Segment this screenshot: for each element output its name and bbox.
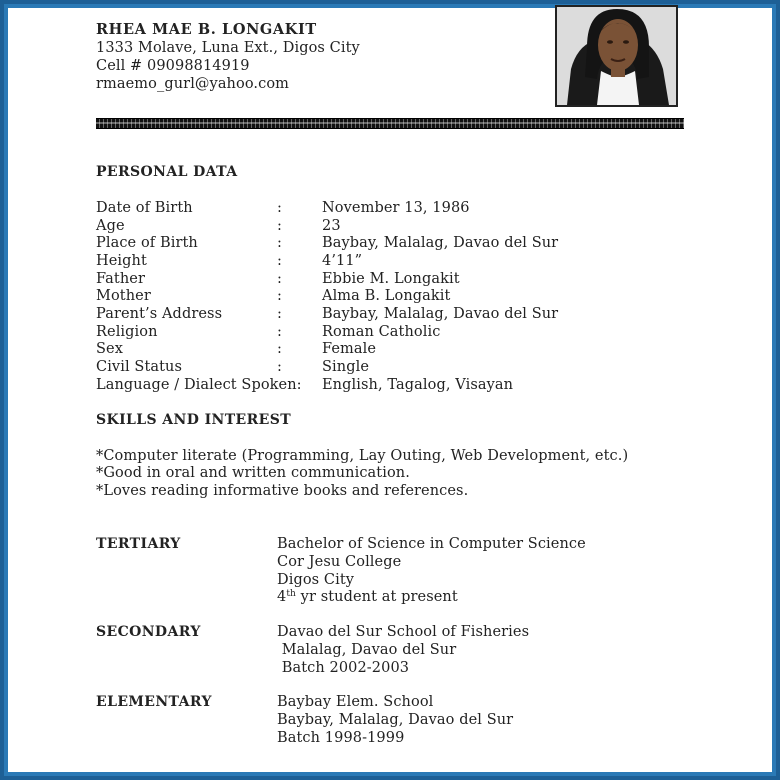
applicant-photo	[555, 5, 678, 107]
elementary-line: Baybay, Malalag, Davao del Sur	[277, 712, 514, 728]
secondary-heading: SECONDARY	[96, 624, 201, 640]
row-value: 23	[322, 218, 341, 234]
row-label: Mother	[96, 288, 151, 304]
skill-item: *Computer literate (Programming, Lay Outing, Web Development, etc.)	[96, 448, 629, 464]
elementary-line: Batch 1998-1999	[277, 730, 405, 746]
row-label: Language / Dialect Spoken:	[96, 377, 302, 393]
row-label: Civil Status	[96, 359, 183, 375]
year-suffix: th	[286, 589, 296, 599]
row-label: Height	[96, 253, 147, 269]
tertiary-line: Cor Jesu College	[277, 554, 402, 570]
secondary-line: Batch 2002-2003	[277, 660, 410, 676]
row-separator: :	[277, 235, 282, 251]
row-value: Alma B. Longakit	[322, 288, 451, 304]
row-separator: :	[277, 218, 282, 234]
row-value: Baybay, Malalag, Davao del Sur	[322, 306, 559, 322]
row-separator: :	[277, 253, 282, 269]
row-value: Female	[322, 341, 377, 357]
portrait-image	[557, 7, 676, 105]
tertiary-year-line	[277, 589, 458, 606]
row-label: Religion	[96, 324, 158, 340]
row-label: Place of Birth	[96, 235, 198, 251]
row-label: Date of Birth	[96, 200, 193, 216]
row-label: Sex	[96, 341, 123, 357]
elementary-line: Baybay Elem. School	[277, 694, 434, 710]
applicant-cell: Cell # 09098814919	[96, 58, 250, 74]
row-value: Single	[322, 359, 370, 375]
secondary-line: Malalag, Davao del Sur	[277, 642, 457, 658]
row-value: Ebbie M. Longakit	[322, 271, 460, 287]
row-value: English, Tagalog, Visayan	[322, 377, 514, 393]
secondary-line: Davao del Sur School of Fisheries	[277, 624, 530, 640]
row-label: Age	[96, 218, 125, 234]
row-value: Baybay, Malalag, Davao del Sur	[322, 235, 559, 251]
skill-item: *Loves reading informative books and references.	[96, 483, 469, 499]
row-separator: :	[277, 271, 282, 287]
row-separator: :	[277, 200, 282, 216]
applicant-address: 1333 Molave, Luna Ext., Digos City	[96, 40, 360, 56]
year-number: 4	[277, 589, 287, 605]
tertiary-line: Bachelor of Science in Computer Science	[277, 536, 586, 552]
tertiary-line: Digos City	[277, 572, 355, 588]
row-value: November 13, 1986	[322, 200, 470, 216]
elementary-heading: ELEMENTARY	[96, 694, 212, 710]
row-separator: :	[277, 306, 282, 322]
row-value: Roman Catholic	[322, 324, 441, 340]
applicant-name: RHEA MAE B. LONGAKIT	[96, 21, 317, 38]
personal-data-heading: PERSONAL DATA	[96, 164, 238, 180]
row-label: Parent’s Address	[96, 306, 223, 322]
row-separator: :	[277, 288, 282, 304]
applicant-email: rmaemo_gurl@yahoo.com	[96, 76, 290, 92]
row-label: Father	[96, 271, 145, 287]
row-separator: :	[277, 359, 282, 375]
year-text: yr student at present	[295, 589, 458, 605]
skills-heading: SKILLS AND INTEREST	[96, 412, 292, 428]
skill-item: *Good in oral and written communication.	[96, 465, 410, 481]
row-value: 4’11”	[322, 253, 363, 269]
header-divider	[96, 118, 684, 129]
tertiary-heading: TERTIARY	[96, 536, 181, 552]
row-separator: :	[277, 341, 282, 357]
row-separator: :	[277, 324, 282, 340]
